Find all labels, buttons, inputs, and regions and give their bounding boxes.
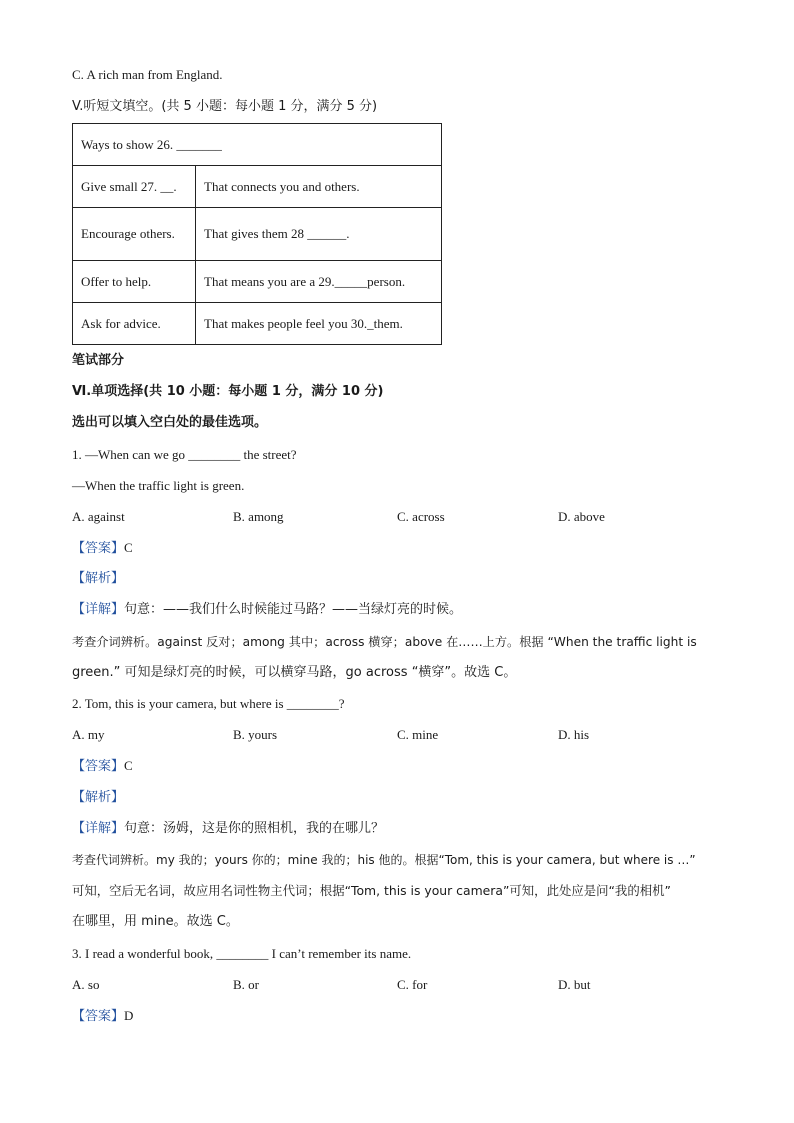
table-header-cell: Ways to show 26. _______ — [73, 124, 442, 166]
question-3-stem: 3. I read a wonderful book, ________ I can’t remember its name. — [72, 946, 412, 961]
answer-tag: 【答案】 — [72, 1009, 125, 1024]
answer-value: D — [124, 1008, 134, 1023]
question-3-option-b: B. or — [233, 977, 259, 992]
section-6-title: Ⅵ.单项选择(共 10 小题：每小题 1 分，满分 10 分) — [72, 384, 384, 399]
section-6-instruction: 选出可以填入空白处的最佳选项。 — [72, 415, 268, 430]
table-cell-right: That connects you and others. — [196, 166, 442, 208]
question-2-detail — [72, 820, 384, 838]
question-1-option-c: C. across — [397, 509, 445, 524]
table-row — [73, 208, 442, 261]
table-row — [73, 303, 442, 345]
question-1-answer — [72, 539, 133, 558]
table-cell-right: That means you are a 29._____person. — [196, 261, 442, 303]
question-1-option-d: D. above — [558, 509, 605, 524]
written-part-heading: 笔试部分 — [72, 353, 125, 368]
table-cell-right: That makes people feel you 30._them. — [196, 303, 442, 345]
question-2-option-b: B. yours — [233, 727, 278, 742]
question-1-option-a: A. against — [72, 509, 125, 524]
table-cell-left: Offer to help. — [73, 261, 196, 303]
table-cell-left: Ask for advice. — [73, 303, 196, 345]
question-1-explanation-line-1: 考查介词辨析。against 反对；among 其中；across 横穿；above 在……上方。根据 “When the traffic light is — [72, 635, 697, 649]
question-1-option-b: B. among — [233, 509, 284, 524]
question-2-analysis-tag: 【解析】 — [72, 790, 125, 805]
prev-question-option-c: C. A rich man from England. — [72, 67, 223, 82]
answer-value: C — [124, 758, 133, 773]
question-1-analysis-tag: 【解析】 — [72, 571, 125, 586]
detail-tag: 【详解】 — [72, 821, 125, 836]
answer-value: C — [124, 540, 133, 555]
table-row — [73, 166, 442, 208]
question-2-answer — [72, 757, 133, 776]
question-2-explanation-line-2: 可知，空后无名词，故应用名词性物主代词；根据“Tom, this is your camera”可知，此处应是问“我的相机” — [72, 883, 671, 898]
answer-tag: 【答案】 — [72, 759, 125, 774]
detail-text: 句意：——我们什么时候能过马路？——当绿灯亮的时候。 — [124, 602, 463, 617]
table-header-row — [73, 124, 442, 166]
question-1-detail — [72, 601, 462, 619]
question-2-stem: 2. Tom, this is your camera, but where is ________? — [72, 696, 345, 711]
detail-text: 句意：汤姆，这是你的照相机，我的在哪儿？ — [124, 821, 385, 836]
table-row — [73, 261, 442, 303]
question-3-option-c: C. for — [397, 977, 428, 992]
listening-fill-table — [72, 123, 442, 345]
answer-tag: 【答案】 — [72, 541, 125, 556]
table-cell-right: That gives them 28 ______. — [196, 208, 442, 261]
question-2-option-c: C. mine — [397, 727, 439, 742]
question-1-explanation-line-2: green.” 可知是绿灯亮的时候，可以横穿马路，go across “横穿”。故选 C。 — [72, 665, 517, 680]
table-cell-left: Give small 27. __. — [73, 166, 196, 208]
question-3-answer — [72, 1007, 133, 1026]
question-2-explanation-line-3: 在哪里，用 mine。故选 C。 — [72, 914, 239, 929]
detail-tag: 【详解】 — [72, 602, 125, 617]
question-2-explanation-line-1: 考查代词辨析。my 我的；yours 你的；mine 我的；his 他的。根据“Tom, this is your camera, but where is …” — [72, 853, 696, 867]
question-3-option-d: D. but — [558, 977, 591, 992]
section-5-title: V.听短文填空。(共 5 小题：每小题 1 分，满分 5 分) — [72, 99, 378, 114]
question-3-option-a: A. so — [72, 977, 100, 992]
table-cell-left: Encourage others. — [73, 208, 196, 261]
question-1-stem: 1. —When can we go ________ the street? — [72, 447, 297, 462]
question-2-option-a: A. my — [72, 727, 105, 742]
question-1-stem-reply: —When the traffic light is green. — [72, 478, 245, 493]
question-2-option-d: D. his — [558, 727, 590, 742]
